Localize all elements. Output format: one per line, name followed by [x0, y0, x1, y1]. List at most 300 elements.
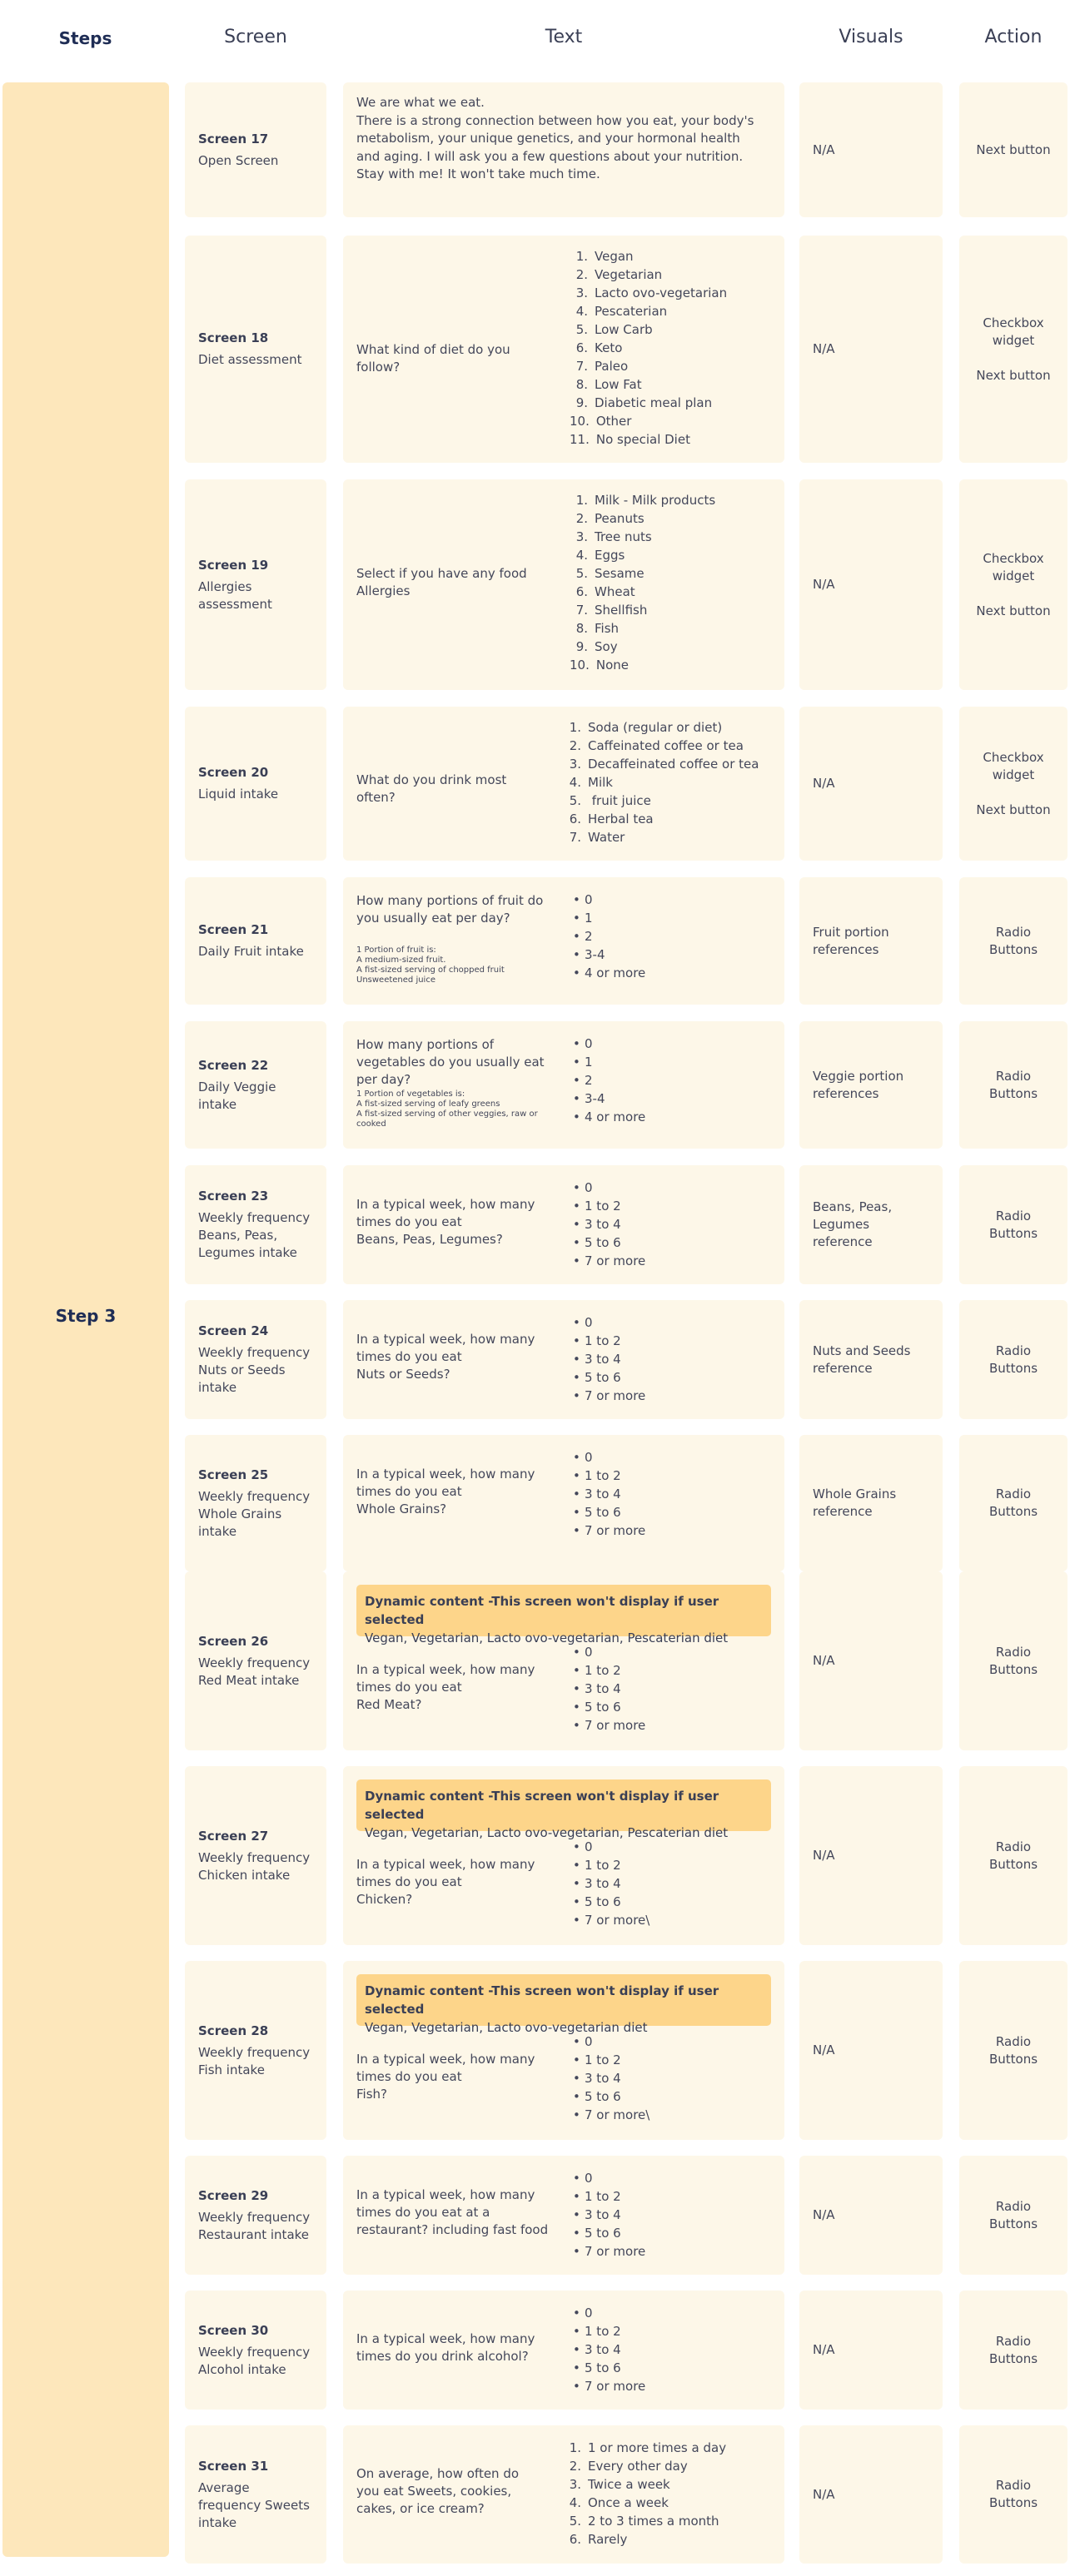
question-text: In a typical week, how many times do you eat Red Meat?: [356, 1662, 535, 1712]
screen-subtitle: Weekly frequency Red Meat intake: [198, 1655, 311, 1688]
option-item: [570, 1035, 645, 1053]
option-label: 0: [585, 1450, 593, 1465]
option-item: [570, 1698, 645, 1716]
header-action: Action: [984, 27, 1043, 47]
dynamic-content-text: Vegan, Vegetarian, Lacto ovo-vegetarian, Pescaterian diet: [365, 1825, 729, 1840]
options-list: [570, 1448, 645, 1540]
text-cell: [343, 236, 784, 463]
header-screen: Screen: [224, 27, 287, 47]
option-item: [570, 2340, 645, 2359]
option-item: [570, 1680, 645, 1698]
option-label: 4 or more: [585, 965, 646, 980]
visuals-cell: [799, 82, 943, 217]
option-item: 11. No special Diet: [570, 432, 690, 447]
screen-title: Screen 31: [198, 2458, 269, 2474]
visuals-cell: [799, 479, 943, 690]
option-label: 5 to 6: [585, 1700, 621, 1715]
option-label: Twice a week: [588, 2477, 670, 2492]
question-text: In a typical week, how many times do you eat Nuts or Seeds?: [356, 1332, 535, 1382]
visuals-cell: [799, 2156, 943, 2275]
option-label: Soda (regular or diet): [588, 720, 723, 735]
option-item: [570, 2242, 645, 2261]
option-item: [570, 2169, 645, 2187]
option-label: Every other day: [588, 2459, 688, 2474]
action-cell: [959, 1435, 1068, 1571]
text-cell: [343, 1021, 784, 1149]
action-cell: [959, 1165, 1068, 1284]
option-item: [570, 2359, 645, 2377]
option-label: 0: [585, 2034, 593, 2049]
option-item: [570, 1874, 649, 1893]
options-list: [570, 1643, 645, 1735]
options-list: [570, 1035, 645, 1126]
option-item: [570, 1485, 645, 1503]
action-cell: [959, 1961, 1068, 2140]
option-item: [570, 1332, 645, 1350]
option-label: 3-4: [585, 1091, 605, 1106]
option-item: [570, 1313, 645, 1332]
screen-cell: [185, 1961, 326, 2140]
options-list: [570, 891, 645, 982]
option-item: [570, 1215, 645, 1233]
screen-subtitle: Liquid intake: [198, 787, 279, 802]
option-item: 2. Every other day: [569, 2459, 688, 2474]
question-text: In a typical week, how many times do you eat Whole Grains?: [356, 1467, 535, 1516]
option-item: 1. Soda (regular or diet): [569, 720, 723, 735]
option-item: 6. Wheat: [575, 584, 635, 599]
option-label: 7 or more: [585, 1253, 646, 1268]
option-item: [570, 1893, 649, 1911]
option-item: [570, 2051, 649, 2069]
option-label: 5 to 6: [585, 1505, 621, 1520]
option-item: [570, 1838, 649, 1856]
dynamic-content-text: Vegan, Vegetarian, Lacto ovo-vegetarian diet: [365, 2020, 648, 2035]
visuals-text: N/A: [813, 2042, 835, 2057]
visuals-cell: [799, 1300, 943, 1419]
action-text: Radio Buttons: [988, 1343, 1038, 1376]
option-item: 3. Twice a week: [569, 2477, 670, 2492]
option-item: 5. 2 to 3 times a month: [569, 2514, 719, 2529]
option-label: 3 to 4: [585, 1352, 621, 1367]
option-item: 1. 1 or more times a day: [569, 2440, 727, 2455]
text-cell: [343, 1961, 784, 2140]
option-item: [570, 2206, 645, 2224]
option-label: 7 or more: [585, 2244, 646, 2259]
option-item: [570, 946, 645, 964]
action-cell: [959, 1300, 1068, 1419]
option-item: [570, 891, 645, 909]
option-label: 0: [585, 2305, 593, 2320]
question-text: Select if you have any food Allergies: [356, 566, 527, 598]
options-list: [570, 1838, 649, 1929]
option-item: 6. Herbal tea: [569, 812, 654, 826]
text-cell: [343, 1766, 784, 1945]
question-text: What do you drink most often?: [356, 772, 507, 805]
option-label: 7 or more\: [585, 2107, 650, 2122]
screen-title: Screen 24: [198, 1323, 269, 1338]
option-label: Milk - Milk products: [595, 493, 716, 508]
option-label: 5 to 6: [585, 1370, 621, 1385]
action-cell: [959, 1571, 1068, 1750]
screen-cell: [185, 236, 326, 463]
option-label: Vegan: [595, 249, 634, 264]
option-item: 7. Water: [569, 830, 625, 845]
option-label: 4 or more: [585, 1109, 646, 1124]
question-text: In a typical week, how many times do you eat at a restaurant? including fast food: [356, 2187, 549, 2237]
option-label: 3 to 4: [585, 1681, 621, 1696]
option-label: Paleo: [595, 359, 629, 374]
option-item: 2. Vegetarian: [575, 267, 663, 282]
option-label: 0: [585, 1036, 593, 1051]
screen-title: Screen 18: [198, 330, 269, 345]
action-text: Radio Buttons: [988, 2033, 1038, 2067]
option-label: Tree nuts: [595, 529, 652, 544]
visuals-cell: [799, 1766, 943, 1945]
intro-text: We are what we eat. There is a strong connection between how you eat, your body's metabolism, your unique genetics, and your hormonal health and aging. I will ask you a few questions about your nutrition. Stay with me! It won't take much time.: [356, 95, 754, 181]
action-cell: [959, 236, 1068, 463]
screen-subtitle: Weekly frequency Restaurant intake: [198, 2209, 311, 2242]
option-item: 3. Lacto ovo-vegetarian: [575, 285, 728, 300]
option-item: [570, 1350, 645, 1368]
text-cell: [343, 1165, 784, 1284]
screen-cell: [185, 1571, 326, 1750]
option-item: [570, 1071, 645, 1089]
option-item: [570, 1467, 645, 1485]
option-label: 3 to 4: [585, 1487, 621, 1501]
screen-title: Screen 21: [198, 922, 269, 937]
option-item: [570, 1197, 645, 1215]
text-cell: [343, 1435, 784, 1571]
option-label: 1 or more times a day: [588, 2440, 727, 2455]
option-label: 2 to 3 times a month: [588, 2514, 719, 2529]
option-label: 1 to 2: [585, 1858, 621, 1873]
dynamic-content-text: Vegan, Vegetarian, Lacto ovo-vegetarian, Pescaterian diet: [365, 1630, 729, 1645]
option-item: 6. Keto: [575, 340, 623, 355]
dynamic-content-title: Dynamic content -This screen won't display if user selected: [365, 1594, 719, 1627]
option-item: [570, 909, 645, 927]
screen-cell: [185, 2291, 326, 2410]
question-text: How many portions of fruit do you usually eat per day?: [356, 893, 544, 926]
option-item: 1. Milk - Milk products: [575, 493, 716, 508]
screen-subtitle: Weekly frequency Nuts or Seeds intake: [198, 1345, 311, 1395]
option-label: Decaffeinated coffee or tea: [588, 757, 759, 772]
header-steps: Steps: [58, 28, 112, 48]
option-item: 2. Caffeinated coffee or tea: [569, 738, 744, 753]
visuals-text: N/A: [813, 2486, 835, 2502]
header-text: Text: [545, 27, 583, 47]
screen-subtitle: Average frequency Sweets intake: [198, 2479, 310, 2530]
visuals-text: N/A: [813, 2342, 835, 2357]
screen-subtitle: Allergies assessment: [198, 578, 272, 612]
option-item: [570, 1856, 649, 1874]
option-label: 1 to 2: [585, 2052, 621, 2067]
action-cell: [959, 82, 1068, 217]
option-item: [570, 927, 645, 946]
screen-cell: [185, 2425, 326, 2564]
text-cell: [343, 877, 784, 1005]
option-label: 7 or more: [585, 1523, 646, 1538]
action-cell: [959, 2291, 1068, 2410]
screen-cell: [185, 479, 326, 690]
option-label: 5 to 6: [585, 2089, 621, 2104]
screen-subtitle: Weekly frequency Whole Grains intake: [198, 1488, 311, 1539]
text-cell: [343, 707, 784, 861]
option-item: 7. Paleo: [575, 359, 629, 374]
action-text: Radio Buttons: [988, 2333, 1038, 2366]
options-list: [563, 718, 759, 846]
option-label: 0: [585, 2171, 593, 2186]
option-label: Eggs: [595, 548, 625, 563]
option-item: 9. Soy: [575, 639, 618, 654]
option-item: 9. Diabetic meal plan: [575, 395, 713, 410]
question-text: In a typical week, how many times do you eat Fish?: [356, 2052, 535, 2102]
option-label: 1 to 2: [585, 1663, 621, 1678]
action-text: Radio Buttons: [988, 1068, 1038, 1101]
dynamic-content-title: Dynamic content -This screen won't display if user selected: [365, 1789, 719, 1822]
option-label: 0: [585, 892, 593, 907]
option-label: 1 to 2: [585, 2324, 621, 2339]
option-item: [570, 1368, 645, 1387]
option-label: Wheat: [595, 584, 635, 599]
screen-subtitle: Daily Fruit intake: [198, 944, 304, 959]
option-item: 5. fruit juice: [569, 793, 651, 808]
option-item: 8. Fish: [575, 621, 620, 636]
header-visuals: Visuals: [839, 27, 903, 47]
visuals-cell: [799, 1021, 943, 1149]
option-item: [570, 2087, 649, 2106]
option-label: 1 to 2: [585, 1333, 621, 1348]
option-item: 4. Milk: [569, 775, 613, 790]
option-item: [570, 2106, 649, 2124]
screen-cell: [185, 1021, 326, 1149]
option-label: 3 to 4: [585, 1217, 621, 1232]
screen-title: Screen 30: [198, 2322, 269, 2338]
screen-cell: [185, 707, 326, 861]
option-label: Fish: [595, 621, 620, 636]
visuals-text: N/A: [813, 776, 835, 791]
option-label: Low Fat: [595, 377, 642, 392]
option-label: Water: [588, 830, 625, 845]
text-cell: [343, 2156, 784, 2275]
option-label: 7 or more: [585, 2379, 646, 2394]
option-label: 3 to 4: [585, 1876, 621, 1891]
options-list: [570, 491, 715, 674]
screen-cell: [185, 877, 326, 1005]
option-label: 0: [585, 1180, 593, 1195]
option-label: 1: [585, 1055, 593, 1070]
option-label: Once a week: [588, 2495, 669, 2510]
screen-title: Screen 19: [198, 557, 269, 573]
option-label: 1: [585, 911, 593, 926]
screen-title: Screen 25: [198, 1467, 269, 1482]
action-cell: [959, 1021, 1068, 1149]
option-item: [570, 1661, 645, 1680]
text-cell: [343, 479, 784, 690]
option-label: 2: [585, 929, 593, 944]
action-cell: [959, 479, 1068, 690]
screen-cell: [185, 2156, 326, 2275]
options-list: [570, 247, 727, 449]
visuals-text: N/A: [813, 141, 835, 157]
portion-note: 1 Portion of fruit is: A medium-sized fruit. A fist-sized serving of chopped fruit Unsweetened juice: [356, 946, 505, 985]
action-text: Checkbox widget Next button: [976, 315, 1051, 383]
screen-subtitle: Weekly frequency Fish intake: [198, 2044, 311, 2077]
option-item: 1. Vegan: [575, 249, 634, 264]
option-item: 4. Eggs: [575, 548, 625, 563]
text-cell: [343, 82, 784, 217]
option-item: 8. Low Fat: [575, 377, 642, 392]
question-text: How many portions of vegetables do you usually eat per day?: [356, 1037, 545, 1087]
option-item: [570, 1089, 645, 1108]
action-text: Radio Buttons: [988, 1208, 1038, 1241]
screen-title: Screen 29: [198, 2187, 269, 2203]
visuals-cell: [799, 1961, 943, 2140]
option-label: 1 to 2: [585, 1468, 621, 1483]
option-item: [570, 2069, 649, 2087]
option-label: 7 or more: [585, 1718, 646, 1733]
screen-subtitle: Weekly frequency Alcohol intake: [198, 2344, 311, 2377]
screen-subtitle: Weekly frequency Beans, Peas, Legumes intake: [198, 1210, 311, 1260]
text-cell: [343, 1571, 784, 1750]
option-item: [570, 1387, 645, 1405]
option-label: 7 or more\: [585, 1913, 650, 1928]
option-label: Shellfish: [595, 603, 648, 618]
option-item: [570, 2033, 649, 2051]
option-item: 10. Other: [570, 414, 632, 429]
action-text: Radio Buttons: [988, 2478, 1038, 2510]
option-label: No special Diet: [595, 432, 690, 447]
visuals-text: Fruit portion references: [813, 924, 889, 957]
option-label: Milk: [588, 775, 613, 790]
visuals-cell: [799, 2291, 943, 2410]
option-label: 5 to 6: [585, 1894, 621, 1909]
visuals-cell: [799, 236, 943, 463]
question-text: What kind of diet do you follow?: [356, 342, 510, 375]
option-item: 5. Low Carb: [575, 322, 653, 337]
option-label: 2: [585, 1073, 593, 1088]
option-label: Herbal tea: [588, 812, 654, 826]
option-item: 3. Tree nuts: [575, 529, 652, 544]
option-item: [570, 1108, 645, 1126]
option-item: [570, 1716, 645, 1735]
action-text: Radio Buttons: [988, 1839, 1038, 1872]
options-list: [570, 2304, 645, 2395]
option-label: Vegetarian: [595, 267, 663, 282]
visuals-text: N/A: [813, 341, 835, 356]
option-label: 0: [585, 1839, 593, 1854]
option-label: 5 to 6: [585, 2226, 621, 2241]
action-text: Radio Buttons: [988, 2198, 1038, 2231]
text-cell: [343, 1300, 784, 1419]
action-cell: [959, 707, 1068, 861]
option-item: [570, 1521, 645, 1540]
visuals-cell: [799, 1435, 943, 1571]
option-item: 6. Rarely: [569, 2532, 628, 2547]
option-item: 7. Shellfish: [575, 603, 648, 618]
step-label: Step 3: [55, 1306, 117, 1326]
text-cell: [343, 2291, 784, 2410]
action-cell: [959, 2425, 1068, 2564]
screen-subtitle: Weekly frequency Chicken intake: [198, 1849, 311, 1883]
screen-subtitle: Daily Veggie intake: [198, 1079, 276, 1112]
option-label: Keto: [595, 340, 623, 355]
options-list: [570, 2169, 645, 2261]
visuals-text: Beans, Peas, Legumes reference: [813, 1199, 893, 1249]
option-label: 5 to 6: [585, 2360, 621, 2375]
visuals-text: N/A: [813, 1848, 835, 1863]
option-label: 3 to 4: [585, 2342, 621, 2357]
screen-cell: [185, 1435, 326, 1571]
option-item: [570, 1179, 645, 1197]
options-list: [570, 1313, 645, 1405]
action-text: Radio Buttons: [988, 1487, 1038, 1519]
action-text: Checkbox widget Next button: [976, 550, 1051, 618]
option-item: [570, 2304, 645, 2322]
option-label: Pescaterian: [595, 304, 668, 319]
option-label: 5 to 6: [585, 1235, 621, 1250]
visuals-cell: [799, 877, 943, 1005]
screen-title: Screen 17: [198, 131, 269, 146]
visuals-text: Veggie portion references: [813, 1068, 904, 1101]
options-list: [563, 2439, 726, 2549]
option-label: 3 to 4: [585, 2071, 621, 2086]
screen-title: Screen 27: [198, 1828, 269, 1844]
visuals-cell: [799, 707, 943, 861]
screen-cell: [185, 82, 326, 217]
option-item: [570, 1252, 645, 1270]
option-label: 7 or more: [585, 1388, 646, 1403]
action-text: Radio Buttons: [988, 1644, 1038, 1677]
option-label: 3-4: [585, 947, 605, 962]
option-label: Rarely: [588, 2532, 628, 2547]
option-label: Caffeinated coffee or tea: [588, 738, 744, 753]
option-label: 1 to 2: [585, 2189, 621, 2204]
option-item: 5. Sesame: [575, 566, 644, 581]
screen-title: Screen 22: [198, 1057, 269, 1073]
option-item: [570, 1448, 645, 1467]
option-item: [570, 1233, 645, 1252]
option-label: Lacto ovo-vegetarian: [595, 285, 728, 300]
option-label: 0: [585, 1315, 593, 1330]
dynamic-content-title: Dynamic content -This screen won't display if user selected: [365, 1983, 719, 2017]
option-item: [570, 1503, 645, 1521]
option-label: 1 to 2: [585, 1199, 621, 1214]
option-label: 3 to 4: [585, 2207, 621, 2222]
question-text: In a typical week, how many times do you eat Beans, Peas, Legumes?: [356, 1197, 535, 1247]
option-item: [570, 2224, 645, 2242]
option-item: [570, 964, 645, 982]
option-item: [570, 2187, 645, 2206]
screen-cell: [185, 1300, 326, 1419]
option-item: 3. Decaffeinated coffee or tea: [569, 757, 759, 772]
option-item: [570, 2377, 645, 2395]
screen-title: Screen 23: [198, 1189, 269, 1204]
options-list: [570, 2033, 649, 2124]
option-label: Diabetic meal plan: [595, 395, 713, 410]
action-text: Checkbox widget Next button: [976, 749, 1051, 817]
option-label: None: [595, 658, 629, 673]
options-list: [570, 1179, 645, 1270]
visuals-cell: [799, 1571, 943, 1750]
screen-cell: [185, 1766, 326, 1945]
option-item: 2. Peanuts: [575, 511, 644, 526]
screen-subtitle: Open Screen: [198, 152, 279, 168]
option-item: [570, 1053, 645, 1071]
action-text: Next button: [976, 141, 1051, 157]
text-cell: [343, 2425, 784, 2564]
option-label: Other: [595, 414, 632, 429]
dynamic-content-banner: [356, 1585, 771, 1645]
